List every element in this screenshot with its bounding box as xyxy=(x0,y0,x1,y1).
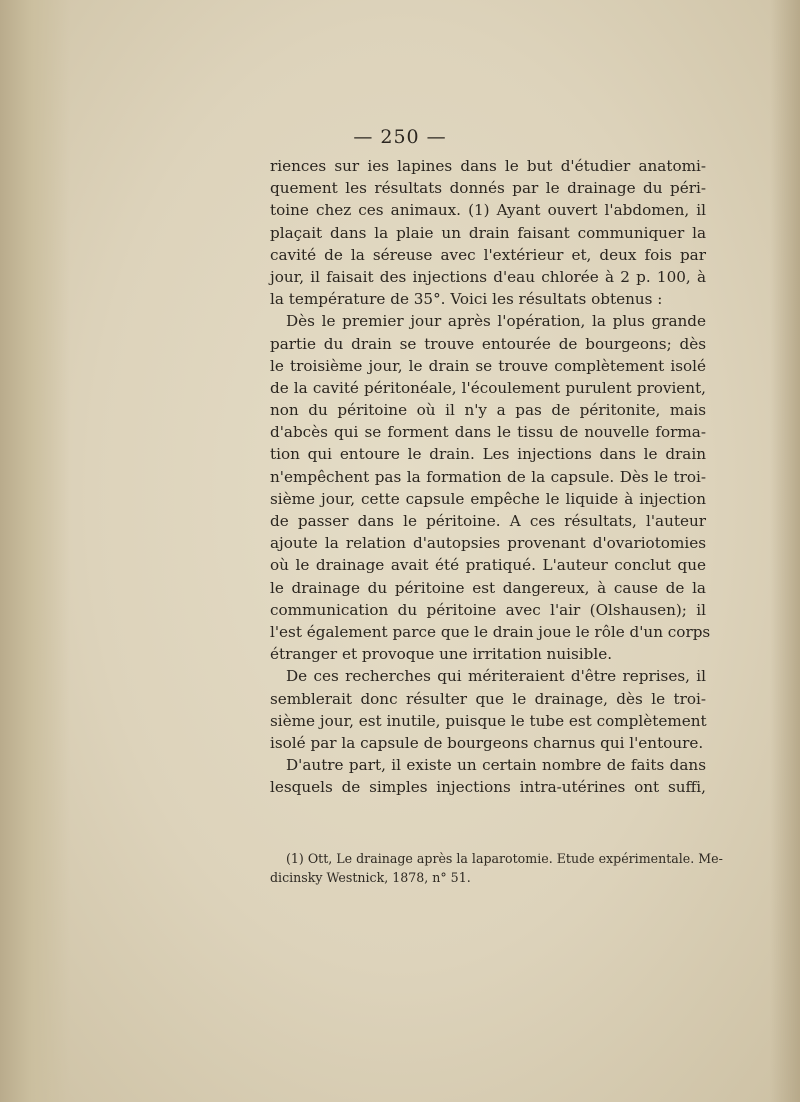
text-line: communication du péritoine avec l'air (Olshausen); il xyxy=(270,600,706,619)
text-line: cavité de la séreuse avec l'extérieur et, deux fois par xyxy=(270,245,706,264)
text-line: le troisième jour, le drain se trouve complètement isolé xyxy=(270,356,706,375)
text-line: quement les résultats donnés par le drainage du péri- xyxy=(270,179,706,198)
text-line: toine chez ces animaux. (1) Ayant ouvert l'abdomen, il xyxy=(270,201,706,220)
page-number: — 250 — xyxy=(353,126,447,148)
body-text xyxy=(270,155,711,798)
text-line: étranger et provoque une irritation nuisible. xyxy=(270,645,613,664)
text-line: jour, il faisait des injections d'eau chlorée à 2 p. 100, à xyxy=(270,267,706,286)
footnote-line: (1) Ott, Le drainage après la laparotomie. Etude expérimentale. Me- xyxy=(286,851,723,866)
text-line: partie du drain se trouve entourée de bourgeons; dès xyxy=(270,334,706,353)
text-line: où le drainage avait été pratiqué. L'auteur conclut que xyxy=(270,556,706,575)
text-line: d'abcès qui se forment dans le tissu de nouvelle forma- xyxy=(270,423,706,442)
text-line: isolé par la capsule de bourgeons charnus qui l'entoure. xyxy=(270,733,704,752)
text-line: lesquels de simples injections intra-utérines ont suffi, xyxy=(270,778,706,797)
text-line: sième jour, est inutile, puisque le tube est complètement xyxy=(270,711,707,730)
footnote-line: dicinsky Westnick, 1878, n° 51. xyxy=(270,869,471,885)
text-line: ajoute la relation d'autopsies provenant d'ovariotomies xyxy=(270,534,706,553)
text-line: de la cavité péritonéale, l'écoulement purulent provient, xyxy=(270,378,706,397)
text-line: de passer dans le péritoine. A ces résultats, l'auteur xyxy=(270,512,706,530)
paragraph-start: D'autre part, il existe un certain nombre de faits dans xyxy=(286,756,706,775)
text-line: riences sur ies lapines dans le but d'étudier anatomi- xyxy=(270,157,706,175)
footnote xyxy=(270,850,723,887)
text-line: l'est également parce que le drain joue le rôle d'un corps xyxy=(270,622,711,641)
text-line: la température de 35°. Voici les résultats obtenus : xyxy=(270,290,663,309)
paragraph-start: De ces recherches qui mériteraient d'être reprises, il xyxy=(286,667,706,686)
text-line: plaçait dans la plaie un drain faisant communiquer la xyxy=(270,223,706,242)
text-line: le drainage du péritoine est dangereux, à cause de la xyxy=(270,578,706,597)
text-line: sième jour, cette capsule empêche le liquide à injection xyxy=(270,489,706,508)
paragraph-start: Dès le premier jour après l'opération, la plus grande xyxy=(286,312,706,331)
text-line: non du péritoine où il n'y a pas de péritonite, mais xyxy=(270,401,706,420)
text-line: semblerait donc résulter que le drainage, dès le troi- xyxy=(270,689,706,708)
text-line: tion qui entoure le drain. Les injections dans le drain xyxy=(270,445,706,464)
text-line: n'empêchent pas la formation de la capsule. Dès le troi- xyxy=(270,467,706,486)
